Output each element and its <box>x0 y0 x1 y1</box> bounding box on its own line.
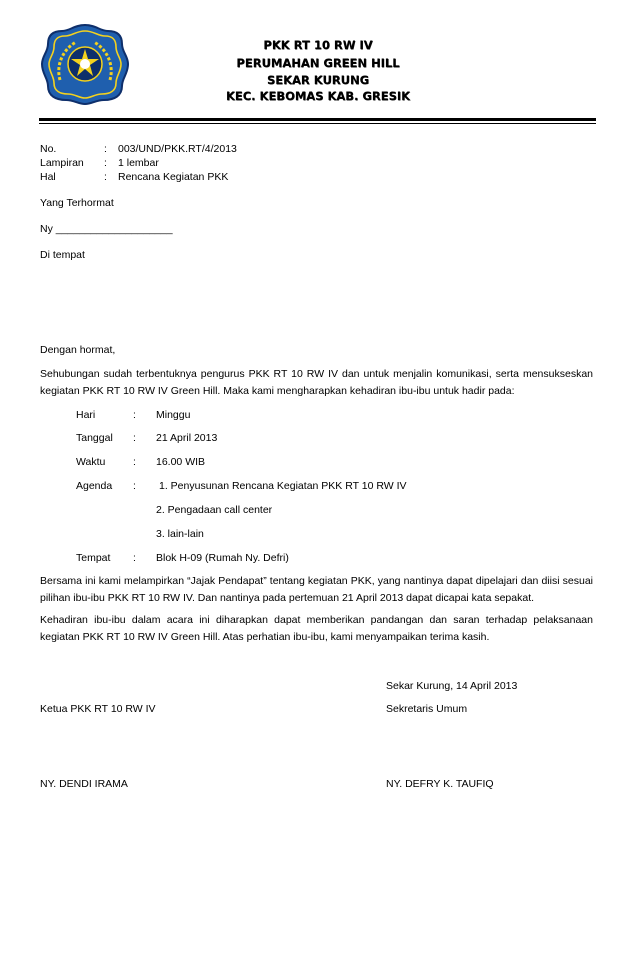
hal-label: Hal <box>40 171 56 183</box>
pkk-emblem-logo <box>38 22 132 106</box>
paragraph-intro: Sehubungan sudah terbentuknya pengurus PKK RT 10 RW IV dan untuk menjalin komunikasi, serta mensukseskan kegiatan PKK RT 10 RW IV Green Hill. Maka kami mengharapkan kehadiran ibu-ibu untuk hadir pada: <box>40 368 593 397</box>
tempat-label: Tempat <box>76 552 111 564</box>
no-label: No. <box>40 143 57 155</box>
waktu-label: Waktu <box>76 456 106 468</box>
recipient-place: Di tempat <box>40 249 85 261</box>
letterhead-line-2: PERUMAHAN GREEN HILL <box>236 56 400 70</box>
tempat-separator: : <box>133 552 136 564</box>
hal-separator: : <box>104 171 107 183</box>
place-date: Sekar Kurung, 14 April 2013 <box>386 680 518 692</box>
letterhead-line-4: KEC. KEBOMAS KAB. GRESIK <box>225 89 411 103</box>
agenda-item-3: 3. lain-lain <box>156 528 204 540</box>
tanggal-value: 21 April 2013 <box>156 432 218 444</box>
letterhead-divider-thick <box>39 118 596 121</box>
agenda-label: Agenda <box>76 480 113 492</box>
recipient-name-line: Ny ____________________ <box>40 223 173 235</box>
agenda-item-1: 1. Penyusunan Rencana Kegiatan PKK RT 10 RW IV <box>159 480 407 492</box>
left-signatory-name: NY. DENDI IRAMA <box>40 778 128 790</box>
agenda-item-2: 2. Pengadaan call center <box>156 504 273 516</box>
no-separator: : <box>104 143 107 155</box>
tanggal-label: Tanggal <box>76 432 113 444</box>
letterhead-divider-thin <box>39 123 596 124</box>
letterhead-line-1: PKK RT 10 RW IV <box>263 38 373 52</box>
waktu-value: 16.00 WIB <box>156 456 206 468</box>
agenda-separator: : <box>133 480 136 492</box>
lampiran-value: 1 lembar <box>118 157 159 169</box>
lampiran-label: Lampiran <box>40 157 84 169</box>
lampiran-separator: : <box>104 157 107 169</box>
paragraph-closing: Kehadiran ibu-ibu dalam acara ini diharapkan dapat memberikan pandangan dan saran terhadap pelaksanaan kegiatan PKK RT 10 RW IV Green Hill. Atas perhatian ibu-ibu, kami menyampaikan terima kasih. <box>40 614 593 643</box>
right-signatory-name: NY. DEFRY K. TAUFIQ <box>386 778 494 790</box>
paragraph-attachment: Bersama ini kami melampirkan “Jajak Pendapat” tentang kegiatan PKK, yang nantinya dapat dipelajari dan diisi sesuai pilihan ibu-ibu PKK RT 10 RW IV. Dan nantinya pada pertemuan 21 April 2013 dapat dicapai kata sepakat. <box>40 575 593 604</box>
tempat-value: Blok H-09 (Rumah Ny. Defri) <box>156 552 289 564</box>
left-signatory-title: Ketua PKK RT 10 RW IV <box>40 703 156 715</box>
hari-value: Minggu <box>156 409 191 421</box>
no-value: 003/UND/PKK.RT/4/2013 <box>118 143 237 155</box>
hari-separator: : <box>133 409 136 421</box>
hari-label: Hari <box>76 409 96 421</box>
recipient-greeting: Yang Terhormat <box>40 197 114 209</box>
letterhead-line-3: SEKAR KURUNG <box>266 73 370 87</box>
tanggal-separator: : <box>133 432 136 444</box>
hal-value: Rencana Kegiatan PKK <box>118 171 229 183</box>
right-signatory-title: Sekretaris Umum <box>386 703 468 715</box>
waktu-separator: : <box>133 456 136 468</box>
salutation: Dengan hormat, <box>40 344 116 356</box>
emblem-icon <box>38 22 132 106</box>
